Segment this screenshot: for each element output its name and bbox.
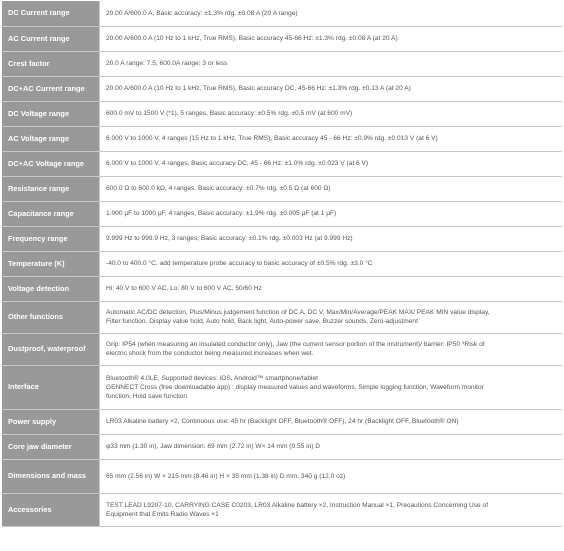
table-row bbox=[2, 151, 562, 176]
table-row bbox=[2, 251, 562, 276]
spec-label: Interface bbox=[2, 365, 100, 409]
spec-value: 1.000 μF to 1000 μF, 4 ranges, Basic accuracy: ±1.9% rdg. ±0.005 μF (at 1 μF) bbox=[100, 201, 563, 226]
table-row bbox=[2, 276, 562, 301]
spec-label: Temperature (K) bbox=[2, 251, 100, 276]
table-row bbox=[2, 101, 562, 126]
table-row bbox=[2, 493, 562, 526]
spec-label: DC Current range bbox=[2, 1, 100, 26]
spec-value: 20.00 A/600.0 A (10 Hz to 1 kHz, True RMS), Basic accuracy 45-66 Hz: ±1.3% rdg. ±0.08 A (at 20 A) bbox=[100, 26, 563, 51]
table-row bbox=[2, 26, 562, 51]
spec-label: AC Current range bbox=[2, 26, 100, 51]
table-row bbox=[2, 176, 562, 201]
spec-value: Hi: 40 V to 600 V AC, Lo: 80 V to 600 V AC, 50/60 Hz bbox=[100, 276, 563, 301]
table-row bbox=[2, 365, 562, 409]
specifications-table bbox=[2, 1, 562, 527]
spec-value: 65 mm (2.56 in) W × 215 mm (8.46 in) H × 35 mm (1.38 in) D mm, 340 g (12.0 oz) bbox=[100, 459, 563, 493]
table-row bbox=[2, 126, 562, 151]
table-row bbox=[2, 434, 562, 459]
spec-label: DC Voltage range bbox=[2, 101, 100, 126]
spec-label: Capacitance range bbox=[2, 201, 100, 226]
spec-label: Crest factor bbox=[2, 51, 100, 76]
spec-value: 20.00 A/600.0 A (10 Hz to 1 kHz, True RMS), Basic accuracy DC, 45-66 Hz: ±1.3% rdg. ±0.13 A (at 20 A) bbox=[100, 76, 563, 101]
table-row bbox=[2, 51, 562, 76]
spec-label: Dimensions and mass bbox=[2, 459, 100, 493]
spec-label: Voltage detection bbox=[2, 276, 100, 301]
spec-value: 600.0 Ω to 600.0 kΩ, 4 ranges, Basic accuracy: ±0.7% rdg. ±0.5 Ω (at 600 Ω) bbox=[100, 176, 563, 201]
table-row bbox=[2, 333, 562, 365]
spec-value: 6.000 V to 1000 V, 4 ranges (15 Hz to 1 kHz, True RMS), Basic accuracy 45 - 66 Hz: ±0.9% rdg. ±0.013 V (at 6 V) bbox=[100, 126, 563, 151]
spec-label: Power supply bbox=[2, 409, 100, 434]
spec-value: LR03 Alkaline battery ×2, Continuous use: 45 hr (Backlight OFF, Bluetooth® OFF), 24 hr (Backlight OFF, Bluetooth® ON) bbox=[100, 409, 563, 434]
spec-label: Accessories bbox=[2, 493, 100, 526]
table-row bbox=[2, 409, 562, 434]
spec-value: 9.999 Hz to 999.9 Hz, 3 ranges, Basic accuracy: ±0.1% rdg. ±0.003 Hz (at 9.999 Hz) bbox=[100, 226, 563, 251]
spec-label: Other functions bbox=[2, 301, 100, 333]
spec-label: DC+AC Voltage range bbox=[2, 151, 100, 176]
spec-value: 6.000 V to 1000 V, 4 ranges, Basic accuracy DC, 45 - 66 Hz: ±1.0% rdg. ±0.023 V (at 6 V) bbox=[100, 151, 563, 176]
table-row bbox=[2, 1, 562, 26]
table-row bbox=[2, 76, 562, 101]
spec-value: 600.0 mV to 1500 V (*1), 5 ranges, Basic accuracy: ±0.5% rdg. ±0.5 mV (at 600 mV) bbox=[100, 101, 563, 126]
table-row bbox=[2, 459, 562, 493]
spec-label: AC Voltage range bbox=[2, 126, 100, 151]
spec-label: Dustproof, waterproof bbox=[2, 333, 100, 365]
spec-label: Resistance range bbox=[2, 176, 100, 201]
spec-value: Automatic AC/DC detection, Plus/Minus judgement function of DC A, DC V, Max/Min/Average/PEAK MAX/ PEAK MIN value display, Filter function, Display value hold, Auto hold, Back light, Auto-power save, Buzzer sounds, Zero-adjustment bbox=[100, 301, 563, 333]
table-row bbox=[2, 301, 562, 333]
table-row bbox=[2, 201, 562, 226]
spec-value: φ33 mm (1.30 in), Jaw dimension: 69 mm (2.72 in) W× 14 mm (0.55 in) D bbox=[100, 434, 563, 459]
spec-value: 20.00 A/600.0 A, Basic accuracy: ±1.3% rdg. ±0.08 A (20 A range) bbox=[100, 1, 563, 26]
table-row bbox=[2, 226, 562, 251]
spec-value: Bluetooth® 4.0LE, Supported devices: iOS, Android™ smartphone/tablet GENNECT Cross (free downloadable app) : display measured values and waveforms, Simple logging function, Waveform monitor function, Hold save function bbox=[100, 365, 563, 409]
spec-value: -40.0 to 400.0 °C, add temperature probe accuracy to basic accuracy of ±0.5% rdg. ±3.0 °C bbox=[100, 251, 563, 276]
spec-value: 20.0 A range: 7.5, 600.0A range: 3 or less bbox=[100, 51, 563, 76]
spec-label: Core jaw diameter bbox=[2, 434, 100, 459]
spec-value: Grip: IP54 (when measuring an insulated conductor only), Jaw (the current sensor portion of the instrument)/ barrier: IP50 *Risk of electric shock from the conductor being measured increases when wet. bbox=[100, 333, 563, 365]
spec-value: TEST LEAD L9207-10, CARRYING CASE C0203, LR03 Alkaline battery ×2, Instruction Manual ×1, Precautions Concerning Use of Equipment that Emits Radio Waves ×1 bbox=[100, 493, 563, 526]
spec-label: DC+AC Current range bbox=[2, 76, 100, 101]
spec-label: Frequency range bbox=[2, 226, 100, 251]
